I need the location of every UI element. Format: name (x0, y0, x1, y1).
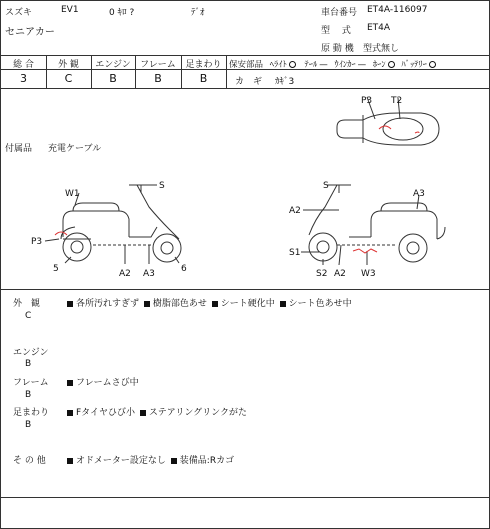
key-value: ｶｷﾞ3 (275, 77, 295, 87)
exterior-notes (65, 296, 352, 309)
type-label: 型 式 (321, 26, 351, 36)
mileage-text: 0 ｷﾛ ? (109, 8, 135, 18)
engine-type-label: 原 動 機 (321, 44, 354, 54)
frame-number-label: 車台番号 (321, 8, 358, 18)
frame-section-grade: B (25, 390, 32, 400)
top-view-outline (337, 113, 439, 145)
engine-section-grade: B (25, 359, 32, 369)
exterior-note: シート色あせ中 (288, 299, 352, 309)
ok-circle-icon (289, 61, 296, 68)
engine-section-label: エンジン (13, 348, 49, 358)
frame-grade-header: フレーム (140, 60, 176, 70)
exterior-note: シート硬化中 (220, 299, 275, 309)
suspension-section-label: 足まわり (13, 408, 50, 418)
diagram-label-s-right: S (323, 181, 329, 191)
engine-grade-header: エンジン (95, 60, 131, 70)
exterior-note: 樹脂部色あせ (152, 299, 207, 309)
overall-grade-value: 3 (20, 72, 27, 85)
diagram-label-5: 5 (53, 264, 59, 274)
type-value: ET4A (367, 23, 391, 33)
diagram-label-p3-top: P3 (361, 96, 373, 106)
diagram-label-s-left: S (159, 181, 165, 191)
frame-note: フレームさび中 (76, 378, 139, 388)
divider (1, 55, 490, 56)
winker-label: ｳｲﾝｶｰ (334, 60, 356, 70)
frame-grade-value: B (154, 72, 162, 85)
diagram-label-a3-right: A3 (413, 189, 425, 199)
diagram-label-t2: T2 (391, 96, 403, 106)
diagram-label-6: 6 (181, 264, 187, 274)
diagram-label-w1: W1 (65, 189, 80, 199)
exterior-section-label: 外 観 (13, 299, 41, 309)
top-view-seat (383, 118, 423, 140)
key-label: カ ギ (235, 77, 263, 87)
dio-text: ﾃﾞｵ (191, 8, 205, 18)
frame-notes (65, 375, 139, 388)
suspension-notes (65, 405, 247, 418)
diagram-label-s2: S2 (316, 269, 328, 279)
model-code: EV1 (61, 5, 79, 15)
diagram-label-s1: S1 (289, 248, 301, 258)
suspension-grade-header: 足まわり (185, 60, 222, 70)
other-notes (65, 453, 234, 466)
suspension-note: ステアリングリンクがた (148, 408, 247, 418)
other-section-label: そ の 他 (13, 456, 46, 466)
scooter-diagram (1, 89, 490, 289)
diagram-label-w3: W3 (361, 269, 376, 279)
accessories-label: 付属品 (5, 144, 33, 154)
engine-type-value: 型式無し (363, 44, 400, 54)
safety-parts-title: 保安部品 (229, 60, 264, 70)
suspension-note: Fタイヤひび小 (76, 408, 135, 418)
divider (226, 55, 227, 88)
suspension-section-grade: B (25, 420, 32, 430)
divider (1, 497, 490, 498)
diagram-label-a2-upper: A2 (289, 206, 301, 216)
frame-section-label: フレーム (13, 378, 49, 388)
maker-name: スズキ (5, 8, 33, 18)
divider (1, 289, 490, 290)
taillight-label: ﾃｰﾙ (304, 60, 318, 70)
model-name: セニアカー (5, 27, 55, 38)
other-note: オドメーター設定なし (76, 456, 166, 466)
exterior-note: 各所汚れすぎず (76, 299, 140, 309)
frame-number: ET4A-116097 (367, 5, 428, 15)
exterior-grade-header: 外 観 (58, 60, 79, 70)
engine-grade-value: B (109, 72, 117, 85)
ok-circle-icon (429, 61, 436, 68)
headlight-label: ﾍﾗｲﾄ (269, 60, 287, 70)
other-note: 装備品:Rカゴ (179, 456, 235, 466)
diagram-label-a2-lower: A2 (334, 269, 346, 279)
safety-parts-row: 保安部品 ﾍﾗｲﾄ ﾃｰﾙ — ｳｲﾝｶｰ — ﾎｰﾝ ﾊﾞｯﾃﾘｰ (229, 58, 436, 70)
exterior-grade-value: C (64, 72, 73, 85)
overall-grade-header: 総 合 (13, 60, 34, 70)
ok-circle-icon (388, 61, 395, 68)
damage-marks (55, 126, 419, 253)
accessories-value: 充電ケーブル (48, 144, 102, 154)
diagram-label-a3-left: A3 (143, 269, 155, 279)
battery-label: ﾊﾞｯﾃﾘｰ (401, 60, 427, 70)
suspension-grade-value: B (199, 72, 208, 85)
horn-label: ﾎｰﾝ (372, 60, 386, 70)
diagram-label-a2-left: A2 (119, 269, 131, 279)
diagram-label-p3-left: P3 (31, 237, 43, 247)
exterior-section-grade: C (25, 311, 32, 321)
